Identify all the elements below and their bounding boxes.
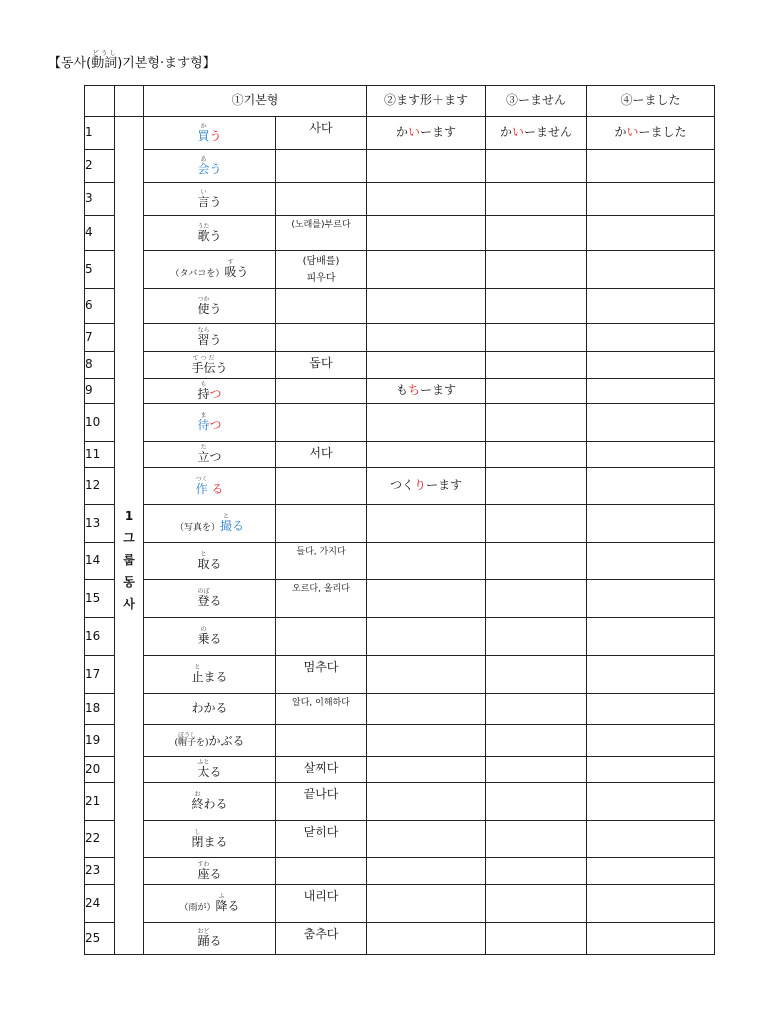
conj-masen (486, 694, 587, 725)
verb-prefix: （雨が） (179, 903, 216, 914)
verb-basic-form (144, 352, 276, 379)
conj-masu (367, 858, 486, 885)
verb-kana: る (209, 934, 222, 949)
korean-meaning (276, 468, 367, 505)
table-row (85, 694, 715, 725)
korean-meaning: 알다, 이해하다 (276, 694, 367, 725)
header-blank (85, 86, 115, 117)
verb-kanji: 止と (191, 664, 204, 685)
conj-masu (367, 885, 486, 923)
verb-ruby: なら (197, 327, 210, 335)
korean-meaning (276, 324, 367, 352)
verb-kana: る (209, 765, 222, 780)
conj-highlight: ち (407, 383, 420, 398)
verb-basic-form (144, 379, 276, 404)
korean-meaning: 멈추다 (276, 656, 367, 694)
verb-kana: つ (209, 450, 222, 465)
row-number: 1 (85, 117, 115, 150)
conj-mashita (587, 404, 715, 442)
conj-masen (486, 923, 587, 955)
conj-masen (486, 858, 587, 885)
korean-meaning (276, 251, 367, 289)
verb-kana: う (215, 360, 228, 375)
korean-meaning (276, 858, 367, 885)
verb-kanji: 手伝てつだ (191, 354, 216, 375)
row-number: 18 (85, 694, 115, 725)
korean-meaning: 춤추다 (276, 923, 367, 955)
table-row (85, 618, 715, 656)
verb-kanji: 立た (197, 444, 210, 465)
conj-mashita (587, 618, 715, 656)
conj-masen (486, 725, 587, 757)
row-number: 22 (85, 821, 115, 858)
verb-basic-form (144, 216, 276, 251)
verb-kanji: 終お (191, 791, 204, 812)
verb-basic-form (144, 289, 276, 324)
row-number: 15 (85, 580, 115, 618)
verb-ruby: てつだ (191, 354, 216, 362)
table-row (85, 379, 715, 404)
row-number: 7 (85, 324, 115, 352)
verb-basic-form (144, 757, 276, 783)
conj-stem: か (614, 125, 627, 140)
table-row (85, 468, 715, 505)
table-row (85, 324, 715, 352)
conj-mashita (587, 725, 715, 757)
row-number: 6 (85, 289, 115, 324)
conj-ending: ーました (638, 125, 687, 140)
korean-meaning: 사다 (276, 117, 367, 150)
verb-kanji: 言い (197, 188, 210, 209)
conj-masen (486, 783, 587, 821)
conj-mashita (587, 379, 715, 404)
verb-ruby: か (197, 122, 210, 130)
conj-mashita (587, 858, 715, 885)
row-number: 2 (85, 150, 115, 183)
verb-kana: る (209, 632, 222, 647)
conj-masu (367, 783, 486, 821)
table-row (85, 923, 715, 955)
verb-kana: わかる (191, 701, 228, 716)
conj-masu (367, 468, 486, 505)
korean-meaning: 끝나다 (276, 783, 367, 821)
table-row (85, 352, 715, 379)
table-row (85, 251, 715, 289)
table-row (85, 404, 715, 442)
verb-ruby: お (191, 791, 204, 799)
verb-kanji: 買か (197, 122, 210, 143)
conj-masu (367, 923, 486, 955)
verb-kanji: 踊おど (197, 928, 210, 949)
korean-meaning: 들다, 가지다 (276, 543, 367, 580)
verb-ruby: うた (197, 222, 210, 230)
verb-kana: る (209, 556, 222, 571)
table-row (85, 858, 715, 885)
korean-meaning: 돕다 (276, 352, 367, 379)
conj-mashita (587, 468, 715, 505)
group-label-char: 사 (123, 596, 135, 611)
header-mashita: ④ーました (587, 86, 715, 117)
table-row (85, 183, 715, 216)
conj-mashita (587, 324, 715, 352)
verb-kanji: 座すわ (197, 860, 210, 881)
verb-kana: う (236, 265, 249, 280)
verb-kanji: 閉し (191, 828, 204, 849)
conj-highlight: い (511, 125, 524, 140)
table-row (85, 757, 715, 783)
conj-masen (486, 216, 587, 251)
verb-basic-form (144, 543, 276, 580)
conj-masen (486, 442, 587, 468)
verb-basic-form (144, 117, 276, 150)
group-label-char: 그 (123, 530, 135, 545)
verb-basic-form (144, 783, 276, 821)
conj-mashita (587, 821, 715, 858)
verb-kanji: 太ふと (197, 759, 210, 780)
korean-meaning: 닫히다 (276, 821, 367, 858)
verb-ruby: ふ (215, 893, 228, 901)
verb-kana: る (209, 866, 222, 881)
verb-ruby: ま (197, 412, 210, 420)
verb-kana: う (209, 333, 222, 348)
row-number: 11 (85, 442, 115, 468)
header-masen: ③ーません (486, 86, 587, 117)
row-number: 14 (85, 543, 115, 580)
conj-masu (367, 289, 486, 324)
conj-mashita (587, 885, 715, 923)
verb-kana: る (232, 519, 245, 534)
verb-basic-form (144, 656, 276, 694)
conj-masu (367, 183, 486, 216)
conj-masen (486, 352, 587, 379)
korean-meaning (276, 404, 367, 442)
conj-masen (486, 117, 587, 150)
table-row (85, 783, 715, 821)
verb-kanji: 降ふ (215, 893, 228, 914)
verb-ruby: た (197, 444, 210, 452)
korean-meaning (276, 618, 367, 656)
row-number: 16 (85, 618, 115, 656)
verb-kana: わる (203, 797, 228, 812)
conj-masen (486, 543, 587, 580)
table-row (85, 656, 715, 694)
conj-masen (486, 618, 587, 656)
conj-mashita (587, 216, 715, 251)
conj-stem: か (395, 125, 408, 140)
conj-masu (367, 580, 486, 618)
row-number: 12 (85, 468, 115, 505)
conj-mashita (587, 442, 715, 468)
row-number: 19 (85, 725, 115, 757)
conj-highlight: い (407, 125, 420, 140)
conj-masu (367, 543, 486, 580)
korean-meaning (276, 289, 367, 324)
verb-kanji: 持も (197, 380, 210, 401)
conj-masen (486, 757, 587, 783)
verb-basic-form (144, 694, 276, 725)
conj-masen (486, 251, 587, 289)
conj-masu (367, 505, 486, 543)
header-basic-form: ①기본형 (144, 86, 367, 117)
verb-kanji: 吸す (224, 259, 237, 280)
verb-prefix-kanji: 帽子 (177, 738, 196, 749)
conj-stem: か (499, 125, 512, 140)
verb-basic-form (144, 505, 276, 543)
conj-masen (486, 821, 587, 858)
korean-meaning (276, 183, 367, 216)
verb-basic-form (144, 404, 276, 442)
conj-masu (367, 324, 486, 352)
verb-kanji: 登のぼ (197, 588, 210, 609)
verb-table (84, 85, 715, 955)
conj-stem: つく (389, 478, 414, 493)
conj-mashita (587, 352, 715, 379)
verb-kana: かぶる (208, 734, 245, 749)
verb-kana: つ (209, 418, 222, 433)
table-row (85, 885, 715, 923)
conj-masu (367, 404, 486, 442)
verb-ruby: おど (197, 928, 210, 936)
verb-ruby: も (197, 380, 210, 388)
row-number: 4 (85, 216, 115, 251)
conj-masen (486, 580, 587, 618)
table-row (85, 442, 715, 468)
verb-prefix-ruby: ぼうし (177, 732, 196, 740)
verb-basic-form (144, 580, 276, 618)
table-row (85, 289, 715, 324)
conj-mashita (587, 117, 715, 150)
verb-ruby: の (197, 626, 210, 634)
verb-basic-form (144, 468, 276, 505)
table-row (85, 216, 715, 251)
header-masu-form: ②ます形＋ます (367, 86, 486, 117)
verb-ruby: のぼ (197, 588, 210, 596)
conj-mashita (587, 505, 715, 543)
conj-masen (486, 656, 587, 694)
conj-ending: ーません (524, 125, 573, 140)
verb-kanji: 会あ (197, 155, 210, 176)
verb-basic-form (144, 183, 276, 216)
row-number: 20 (85, 757, 115, 783)
row-number: 10 (85, 404, 115, 442)
verb-ruby: と (197, 550, 210, 558)
verb-kana: つ (209, 386, 222, 401)
row-number: 3 (85, 183, 115, 216)
conj-masen (486, 505, 587, 543)
verb-ruby: つく (195, 475, 208, 483)
conj-stem: も (395, 383, 408, 398)
conj-masen (486, 289, 587, 324)
header-row (85, 86, 715, 117)
verb-ruby: す (224, 259, 237, 267)
korean-meaning: 서다 (276, 442, 367, 468)
korean-meaning: 살찌다 (276, 757, 367, 783)
verb-kanji: 撮と (219, 513, 232, 534)
verb-kanji: 習なら (197, 327, 210, 348)
header-blank (115, 86, 144, 117)
korean-meaning (276, 505, 367, 543)
conj-mashita (587, 183, 715, 216)
verb-kanji: 乗の (197, 626, 210, 647)
verb-basic-form (144, 150, 276, 183)
conj-mashita (587, 656, 715, 694)
row-number: 24 (85, 885, 115, 923)
conj-mashita (587, 289, 715, 324)
conj-ending: ーます (420, 125, 457, 140)
verb-kana: まる (203, 834, 228, 849)
conj-masen (486, 379, 587, 404)
verb-kana: まる (203, 670, 228, 685)
conj-masu (367, 216, 486, 251)
verb-kana: る (227, 899, 240, 914)
verb-basic-form (144, 923, 276, 955)
conj-mashita (587, 580, 715, 618)
conj-masu (367, 725, 486, 757)
table-row (85, 725, 715, 757)
conj-mashita (587, 757, 715, 783)
row-number: 9 (85, 379, 115, 404)
korean-meaning-line: 피우다 (306, 272, 336, 284)
verb-kana: う (209, 228, 222, 243)
verb-basic-form (144, 858, 276, 885)
korean-meaning-line: (담배를) (302, 255, 340, 267)
verb-kana: う (209, 301, 222, 316)
conj-masen (486, 324, 587, 352)
conj-masu (367, 251, 486, 289)
verb-kanji: 使つか (197, 295, 210, 316)
row-number: 21 (85, 783, 115, 821)
verb-ruby: と (219, 513, 232, 521)
group-label-char: 룹 (123, 552, 135, 567)
verb-ruby: い (197, 188, 210, 196)
verb-basic-form (144, 251, 276, 289)
conj-highlight: い (626, 125, 639, 140)
row-number: 5 (85, 251, 115, 289)
conj-masu (367, 117, 486, 150)
conj-masu (367, 656, 486, 694)
verb-ruby: すわ (197, 860, 210, 868)
conj-mashita (587, 543, 715, 580)
verb-ruby: ふと (197, 759, 210, 767)
conj-masen (486, 150, 587, 183)
verb-kanji: 作つく (195, 475, 208, 496)
conj-mashita (587, 251, 715, 289)
verb-kana: う (209, 161, 222, 176)
verb-kanji: 取と (197, 550, 210, 571)
group-label-char: 1 (124, 508, 134, 523)
table-row (85, 543, 715, 580)
table-row (85, 580, 715, 618)
row-number: 13 (85, 505, 115, 543)
verb-kanji: 歌うた (197, 222, 210, 243)
verb-basic-form (144, 821, 276, 858)
verb-ruby: と (191, 664, 204, 672)
verb-ruby: あ (197, 155, 210, 163)
conj-masen (486, 404, 587, 442)
verb-kanji: 待ま (197, 412, 210, 433)
row-number: 8 (85, 352, 115, 379)
conj-masu (367, 379, 486, 404)
verb-kana: る (209, 594, 222, 609)
conj-ending: ーます (420, 383, 457, 398)
row-number: 17 (85, 656, 115, 694)
verb-ruby: つか (197, 295, 210, 303)
conj-masen (486, 468, 587, 505)
table-row (85, 117, 715, 150)
conj-masen (486, 885, 587, 923)
verb-basic-form (144, 324, 276, 352)
verb-basic-form (144, 442, 276, 468)
group-label-char: 동 (123, 574, 135, 589)
korean-meaning: 오르다, 올리다 (276, 580, 367, 618)
conj-mashita (587, 783, 715, 821)
page-title: 【동사(動詞どうし)기본형·ます형】 (48, 50, 216, 71)
conj-masu (367, 618, 486, 656)
conj-masu (367, 442, 486, 468)
korean-meaning (276, 725, 367, 757)
korean-meaning (276, 150, 367, 183)
verb-kana: る (207, 481, 224, 496)
conj-masu (367, 694, 486, 725)
verb-prefix: を) (196, 738, 209, 749)
conj-ending: ーます (426, 478, 463, 493)
verb-kana: う (209, 194, 222, 209)
korean-meaning (276, 379, 367, 404)
verb-prefix: ( (174, 738, 178, 749)
verb-basic-form (144, 618, 276, 656)
conj-masu (367, 757, 486, 783)
conj-masen (486, 183, 587, 216)
conj-highlight: り (413, 478, 426, 493)
verb-prefix: （写真を） (174, 523, 220, 534)
korean-meaning: (노래를)부르다 (276, 216, 367, 251)
conj-masu (367, 150, 486, 183)
verb-kana: う (209, 128, 222, 143)
verb-prefix: （タバコを） (170, 269, 225, 280)
table-row (85, 150, 715, 183)
korean-meaning: 내리다 (276, 885, 367, 923)
verb-basic-form (144, 885, 276, 923)
conj-mashita (587, 694, 715, 725)
table-row (85, 505, 715, 543)
group-label (115, 117, 144, 955)
conj-mashita (587, 150, 715, 183)
verb-basic-form (144, 725, 276, 757)
table-row (85, 821, 715, 858)
conj-mashita (587, 923, 715, 955)
row-number: 23 (85, 858, 115, 885)
verb-ruby: し (191, 828, 204, 836)
conj-masu (367, 821, 486, 858)
row-number: 25 (85, 923, 115, 955)
conj-masu (367, 352, 486, 379)
